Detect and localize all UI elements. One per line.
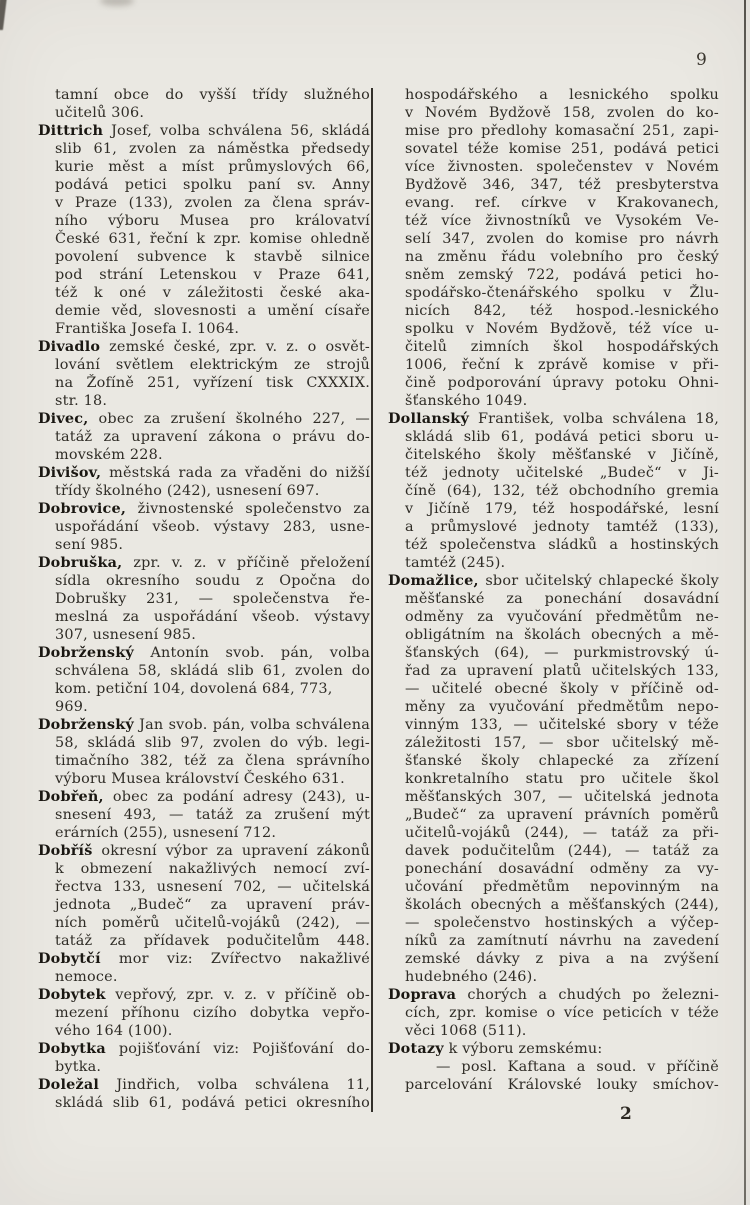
entry-line: šťanské školy chlapecké za zřízení [405,753,719,769]
index-entry [38,1040,370,1076]
entry-line: nicích 842, též hospod.-lesnického [405,303,719,319]
entry-line: spolku v Novém Bydžově, též více u- [405,321,719,337]
right-column [388,86,719,1094]
entry-line: 1006, řeční k zprávě komise v při- [405,357,719,373]
index-entry [38,986,370,1040]
entry-line: davek podučitelům (244), — tatáž za [405,843,719,859]
entry-line: též společenstva sládků a hostinských [405,537,719,553]
entry-line: snesení 493, — tatáž za zrušení mýt [55,807,370,823]
entry-line: na Žofíně 251, vyřízení tisk CXXXIX. [55,375,370,391]
entry-line: třídy školného (242), usnesení 697. [55,483,320,499]
index-entry [388,86,719,410]
entry-line: Dobytčí mor viz: Zvířectvo nakažlivé [38,950,370,967]
entry-line: Dobrušky 231, — společenstva ře- [55,591,370,607]
entry-line: čině podporování úpravy potoku Ohni- [405,375,719,391]
entry-line: Dobřeň, obec za podání adresy (243), u- [38,788,370,805]
index-entry [38,86,370,122]
entry-headword: Dobruška, [38,554,123,571]
entry-line: věci 1068 (511). [405,1023,527,1039]
entry-line: meslná za uspořádání všeob. výstavy [55,609,370,625]
entry-line: nemoce. [55,969,118,985]
index-entry [388,572,719,986]
index-entry [38,644,370,716]
entry-line: schválena 58, skládá slib 61, zvolen do [55,663,370,679]
entry-line: skládá slib 61, podává petici okresního [55,1095,370,1111]
entry-line: konkretalního statu pro učitele škol [405,771,719,787]
entry-headword: Dobytčí [38,950,101,967]
entry-line: Divec, obec za zrušení školného 227, — [38,410,370,427]
entry-line: ponechání dosavádní odměny za vy- [405,861,719,877]
entry-line: sněm zemský 722, podává petici ho- [405,267,719,283]
entry-line: více živnosten. společenstev v Novém [405,159,719,175]
scan-smudge [100,0,134,6]
entry-line: k obmezení nakažlivých nemocí zví- [55,861,370,877]
signature-mark: 2 [620,1104,632,1124]
index-entry [388,1040,719,1094]
entry-line: řad za upravení platů učitelských 133, [405,663,719,679]
entry-headword: Dobrženský [38,716,134,733]
index-entry [38,122,370,338]
entry-line: záležitosti 157, — sbor učitelský mě- [405,735,719,751]
left-column [38,86,370,1112]
entry-line: Divadlo zemské české, zpr. v. z. o osvět- [38,338,370,355]
index-entry [388,410,719,572]
entry-headword: Dotazy [388,1040,444,1057]
column-divider [371,88,373,1112]
entry-line: a průmyslové jednoty tamtéž (133), [405,519,719,535]
entry-line: kom. petiční 104, dovolená 684, 773, 969. [55,681,333,715]
entry-line: níků za zamítnutí návrhu na zavedení [405,933,719,949]
entry-line: timačního 382, též za člena správního [55,753,370,769]
entry-line: mezení příhonu cizího dobytka vepřo- [55,1005,370,1021]
entry-line: v Novém Bydžově 158, zvolen do ko- [405,105,719,121]
entry-line: ního výboru Musea pro královatví [55,213,370,229]
index-entry [38,338,370,410]
entry-line: bytka. [55,1059,102,1075]
entry-line: hudebného (246). [405,969,538,985]
entry-line: parcelování Královské louky smíchov- [405,1077,719,1093]
entry-line: Doležal Jindřich, volba schválena 11, [38,1076,370,1093]
entry-line: v Praze (133), zvolen za člena správ- [55,195,370,211]
entry-line: Dobrženský Jan svob. pán, volba schválena [38,716,370,733]
entry-line: obligátním na školách obecných a mě- [405,627,719,643]
entry-line: čitelského školy měšťanské v Jičíně, [405,447,719,463]
entry-line: sovatel téže komise 251, podává petici [405,141,719,157]
entry-line: tamní obce do vyšší třídy služného [55,87,370,103]
entry-line: též k oné v záležitosti české aka- [55,285,370,301]
entry-line: hospodářského a lesnického spolku [405,87,719,103]
entry-line: tamtéž (245). [405,555,506,571]
entry-line: šťanského 1049. [405,393,528,409]
entry-headword: Dobytka [38,1040,106,1057]
entry-line: Divišov, městská rada za vřaděni do nižší [38,464,370,481]
entry-line: cích, zpr. komise o více peticích v téže [405,1005,719,1021]
entry-headword: Dollanský [388,410,470,427]
entry-line: skládá slib 61, podává petici sboru u- [405,429,719,445]
entry-line: výboru Musea království Českého 631. [55,771,345,787]
entry-line: sení 985. [55,537,124,553]
entry-line: učitelů-vojáků (244), — tatáž za při- [405,825,719,841]
entry-line: — společenstvo hostinských a výčep- [405,915,719,931]
scan-artifact [0,0,7,30]
entry-headword: Dobrovice, [38,500,127,517]
entry-line: řectva 133, usnesení 702, — učitelská [55,879,370,895]
entry-line: měšťanských 307, — učitelská jednota [405,789,719,805]
entry-line: Dobytek vepřový, zpr. v. z. v příčině ob- [38,986,370,1003]
index-entry [38,410,370,464]
entry-line: šťanských (64), — purkmistrovský ú- [405,645,719,661]
index-entry [38,950,370,986]
entry-headword: Dobrženský [38,644,134,661]
index-entry [38,554,370,644]
entry-line: movském 228. [55,447,163,463]
entry-headword: Domažlice, [388,572,479,589]
index-entry [38,464,370,500]
entry-line: Dobytka pojišťování viz: Pojišťování do- [38,1040,370,1057]
entry-line: „Budeč“ za upravení právních poměrů [405,807,719,823]
entry-line: též více živnostníků ve Vysokém Ve- [405,213,719,229]
entry-line: čitelů zimních škol hospodářských [405,339,719,355]
entry-line: tatáž za přídavek podučitelům 448. [55,933,370,949]
entry-line: tatáž za upravení zákona o právu do- [55,429,370,445]
entry-line: jednota „Budeč“ za upravení práv- [55,897,370,913]
entry-line: 58, skládá slib 97, zvolen do výb. legi- [55,735,370,751]
entry-line: slib 61, zvolen za náměstka předsedy [55,141,370,157]
entry-line: — posl. Kaftana a soud. v příčině [436,1059,719,1075]
entry-line: evang. ref. církve v Krakovanech, [405,195,719,211]
entry-line: Domažlice, sbor učitelský chlapecké školy [388,572,719,589]
entry-line: Dobrženský Antonín svob. pán, volba [38,644,370,661]
entry-line: Bydžově 346, 347, též presbyterstva [405,177,719,193]
entry-line: Dobruška, zpr. v. z. v příčině přeložení [38,554,370,571]
entry-line: v Jičíně 179, též hospodářské, lesní [405,501,719,517]
entry-line: erárních (255), usnesení 712. [55,825,277,841]
page-edge-line [744,0,746,1205]
entry-line: vinným 133, — učitelské sbory v téže [405,717,719,733]
entry-line: učitelů 306. [55,105,145,121]
entry-line: na změnu řádu volebního pro český [405,249,719,265]
index-entry [38,716,370,788]
entry-line: pod strání Letenskou v Praze 641, [55,267,370,283]
entry-line: učování předmětům nepovinným na [405,879,719,895]
entry-headword: Dobříš [38,842,93,859]
index-entry [38,842,370,950]
entry-line: spodářsko-čtenářského spolku v Žlu- [405,285,719,301]
entry-line: uspořádání všeob. výstavy 283, usne- [55,519,370,535]
entry-line: měšťanské za ponechání dosavádní [405,591,719,607]
entry-line: str. 18. [55,393,108,409]
entry-line: kurie měst a míst průmyslových 66, [55,159,370,175]
entry-line: podává petici spolku paní sv. Anny [55,177,370,193]
index-entry [38,788,370,842]
entry-line: sídla okresního soudu z Opočna do [55,573,370,589]
index-entry [38,1076,370,1112]
entry-line: zemské dávky z piva a na zvýšení [405,951,719,967]
entry-headword: Doležal [38,1076,100,1093]
entry-line: povolení subvence k stavbě silnice [55,249,370,265]
entry-headword: Divec, [38,410,89,427]
entry-headword: Divadlo [38,338,101,355]
entry-line: číně (64), 132, též obchodního gremia [405,483,719,499]
entry-line: — učitelé obecné školy v příčině od- [405,681,719,697]
entry-line: demie věd, slovesnosti a umění císaře [55,303,370,319]
entry-headword: Divišov, [38,464,102,481]
entry-line: ních poměrů učitelů-vojáků (242), — [55,915,370,931]
entry-line: Dobrovice, živnostenské společenstvo za [38,500,370,517]
entry-line: Dittrich Josef, volba schválena 56, skládá [38,122,370,139]
entry-headword: Dittrich [38,122,104,139]
entry-line: Doprava chorých a chudých po železni- [388,986,719,1003]
entry-line: selí 347, zvolen do komise pro návrh [405,231,719,247]
page-number: 9 [696,50,707,70]
entry-line: Dobříš okresní výbor za upravení zákonů [38,842,370,859]
entry-line: 307, usnesení 985. [55,627,197,643]
entry-line: vého 164 (100). [55,1023,173,1039]
entry-line: též jednoty učitelské „Budeč“ v Ji- [405,465,719,481]
entry-line: Františka Josefa I. 1064. [55,321,240,337]
entry-headword: Doprava [388,986,457,1003]
entry-line: lování světlem elektrickým ze strojů [55,357,370,373]
entry-line: měny za vyučování předmětům nepo- [405,699,719,715]
entry-line: Dotazy k výboru zemskému: [388,1040,603,1057]
entry-line: České 631, řeční k zpr. komise ohledně [55,231,370,247]
index-entry [38,500,370,554]
entry-line: mise pro předlohy komasační 251, zapi- [405,123,719,139]
entry-headword: Dobytek [38,986,106,1003]
entry-line: odměny za vyučování předmětům ne- [405,609,719,625]
entry-headword: Dobřeň, [38,788,104,805]
entry-line: školách obecných a měšťanských (244), [405,897,719,913]
index-entry [388,986,719,1040]
entry-line: Dollanský František, volba schválena 18, [388,410,719,427]
